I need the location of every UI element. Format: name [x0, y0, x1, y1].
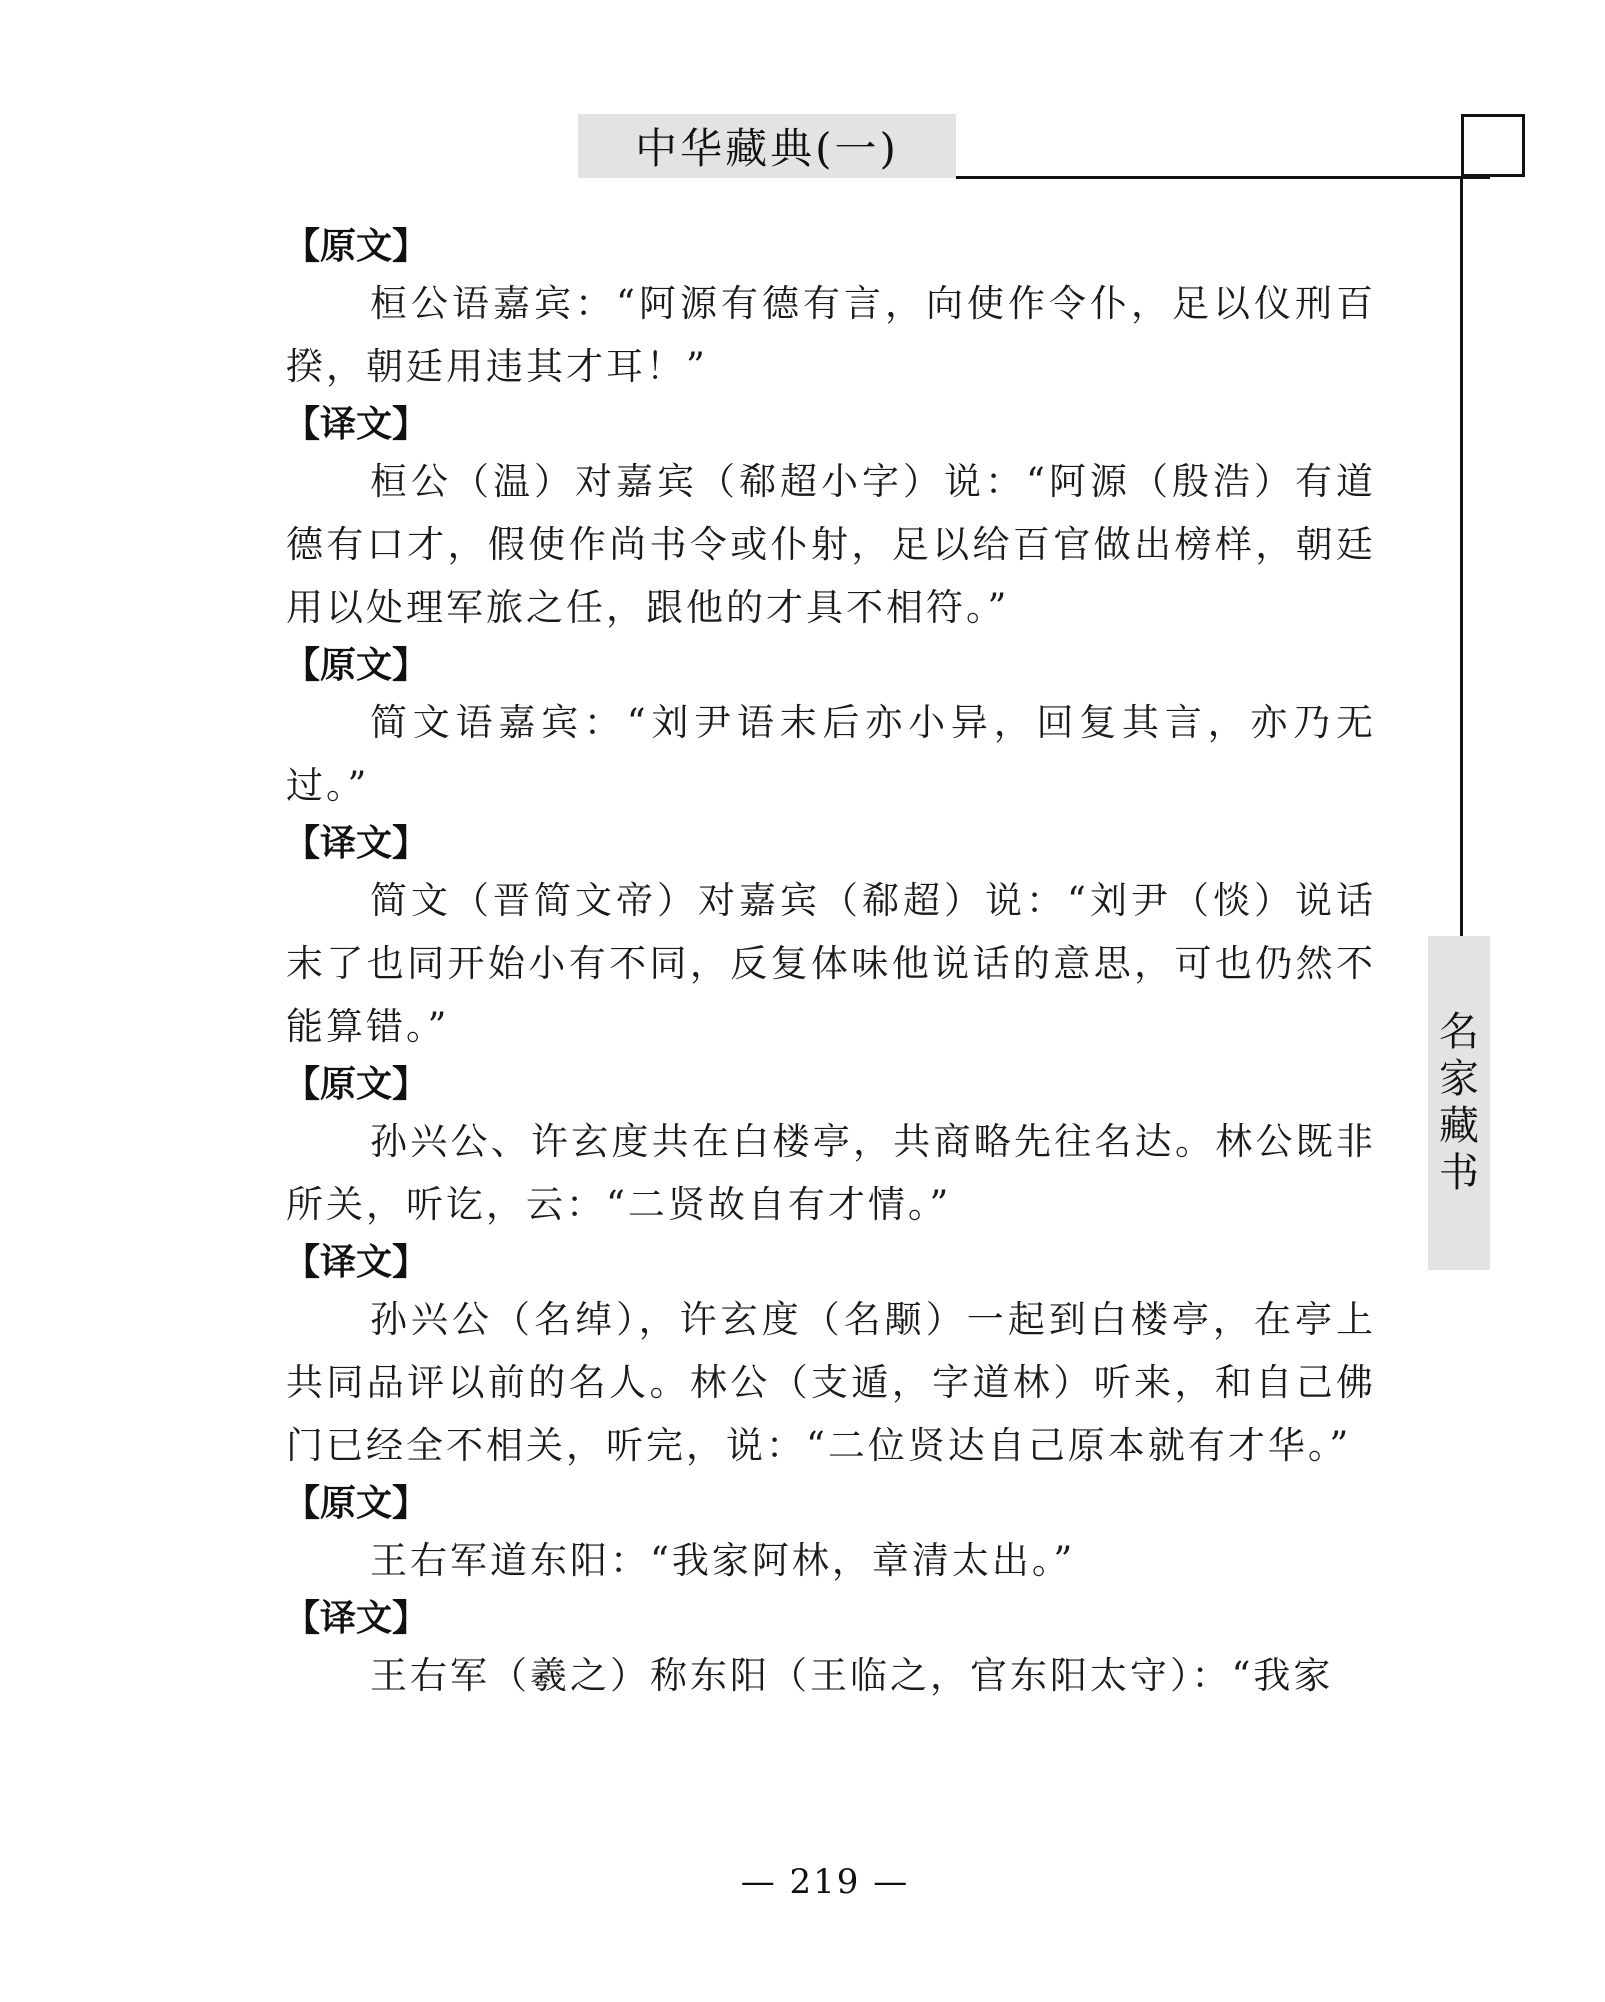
original-text: 桓公语嘉宾：“阿源有德有言，向使作令仆，足以仪刑百揆，朝廷用违其才耳！”	[286, 282, 1376, 388]
original-text: 简文语嘉宾：“刘尹语末后亦小异，回复其言，亦乃无过。”	[286, 701, 1376, 807]
section-tab	[1428, 936, 1490, 1270]
section-label-original: 【原文】	[284, 1483, 429, 1524]
book-title: 中华藏典(一)	[578, 114, 956, 178]
page-number: — 219 —	[740, 1862, 910, 1902]
section-label-translation: 【译文】	[284, 1242, 429, 1283]
section-tab-char: 家	[1439, 1056, 1479, 1102]
translation-text: 孙兴公（名绰），许玄度（名颙）一起到白楼亭，在亭上共同品评以前的名人。林公（支遁，字道林）听来，和自己佛门已经全不相关，听完，说：“二位贤达自己原本就有才华。”	[286, 1298, 1376, 1467]
section-label-original: 【原文】	[284, 1064, 429, 1105]
section-tab-char: 书	[1439, 1150, 1479, 1196]
page-content	[286, 222, 1376, 1709]
original-text: 王右军道东阳：“我家阿林，章清太出。”	[370, 1539, 1076, 1582]
side-rule	[1460, 176, 1463, 938]
section-tab-char: 名	[1439, 1009, 1479, 1055]
original-text: 孙兴公、许玄度共在白楼亭，共商略先往名达。林公既非所关，听讫，云：“二贤故自有才情。”	[286, 1120, 1376, 1226]
section-label-translation: 【译文】	[284, 823, 429, 864]
header-rule	[956, 176, 1490, 179]
section-label-original: 【原文】	[284, 645, 429, 686]
section-tab-char: 藏	[1439, 1103, 1479, 1149]
translation-text: 简文（晋简文帝）对嘉宾（郗超）说：“刘尹（惔）说话末了也同开始小有不同，反复体味他说话的意思，可也仍然不能算错。”	[286, 879, 1376, 1048]
corner-box	[1461, 114, 1525, 177]
translation-text: 桓公（温）对嘉宾（郗超小字）说：“阿源（殷浩）有道德有口才，假使作尚书令或仆射，足以给百官做出榜样，朝廷用以处理军旅之任，跟他的才具不相符。”	[286, 460, 1376, 629]
translation-text: 王右军（羲之）称东阳（王临之，官东阳太守）：“我家	[370, 1654, 1334, 1697]
section-label-translation: 【译文】	[284, 1598, 429, 1639]
section-label-translation: 【译文】	[284, 404, 429, 445]
section-label-original: 【原文】	[284, 226, 429, 267]
